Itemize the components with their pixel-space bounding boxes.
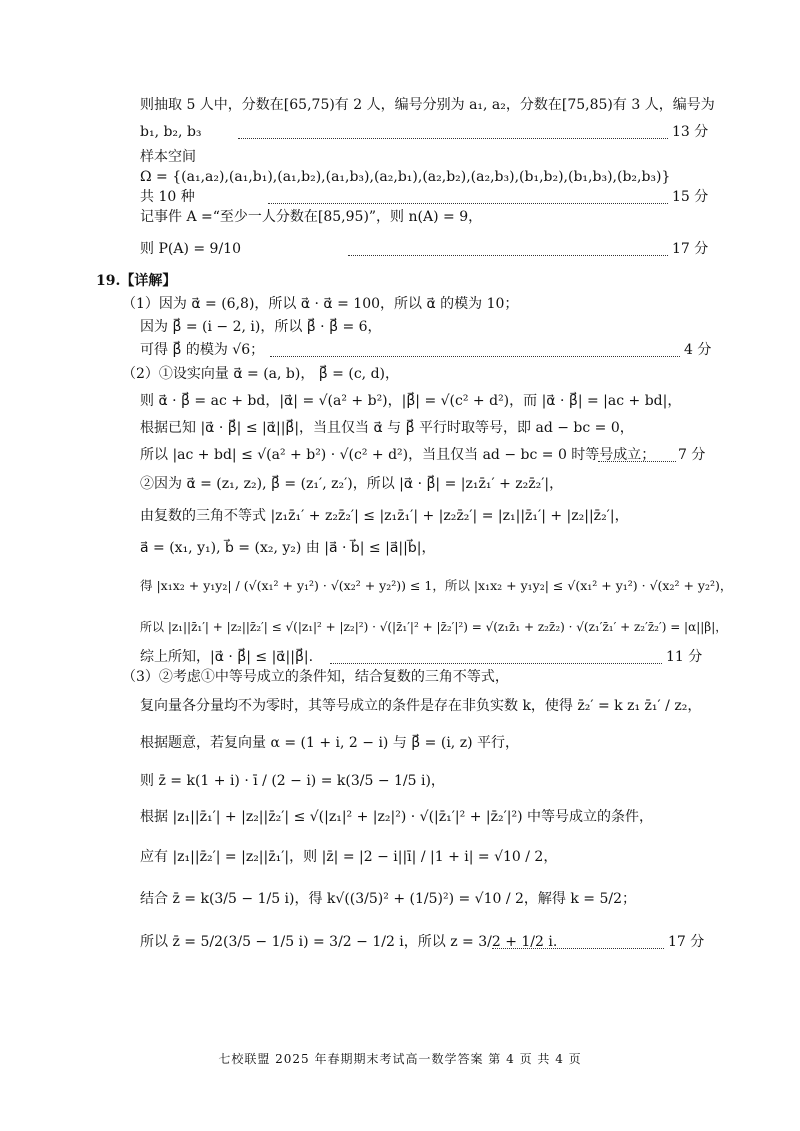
score-marker: 11 分 — [666, 649, 703, 665]
score-marker: 13 分 — [672, 124, 709, 140]
text-line: 综上所知，|α⃗ · β⃗| ≤ |α⃗||β⃗|. — [140, 649, 314, 665]
text-line: 则抽取 5 人中，分数在[65,75)有 2 人，编号分别为 a₁, a₂，分数在[75,85)有 3 人，编号为 — [140, 97, 715, 113]
score-marker: 7 分 — [678, 447, 706, 463]
text-line: a⃗ = (x₁, y₁), b⃗ = (x₂, y₂) 由 |a⃗ · b⃗| ≤ |a⃗||b⃗|， — [140, 540, 436, 556]
text-line: 记事件 A =“至少一人分数在[85,95)”，则 n(A) = 9， — [140, 209, 483, 225]
score-marker: 17 分 — [668, 934, 705, 950]
text-line: 由复数的三角不等式 |z₁z̄₁′ + z₂z̄₂′| ≤ |z₁z̄₁′| + |z₂z̄₂′| = |z₁||z̄₁′| + |z₂||z̄₂′|， — [140, 508, 629, 524]
dotted-leader — [348, 245, 668, 256]
text-line: ②因为 α⃗ = (z₁, z₂), β⃗ = (z₁′, z₂′)，所以 |α⃗ · β⃗| = |z₁z̄₁′ + z₂z̄₂′|， — [140, 476, 564, 492]
dotted-leader — [270, 346, 680, 357]
text-line: 所以 |ac + bd| ≤ √(a² + b²) · √(c² + d²)，当且仅当 ad − bc = 0 时等号成立； — [140, 447, 656, 463]
score-marker: 17 分 — [672, 241, 709, 257]
text-line: 则 α⃗ · β⃗ = ac + bd，|α⃗| = √(a² + b²)，|β⃗| = √(c² + d²)，而 |α⃗ · β⃗| = |ac + bd|， — [140, 393, 682, 409]
text-line: 共 10 种 — [140, 189, 195, 205]
text-line: 所以 |z₁||z̄₁′| + |z₂||z̄₂′| ≤ √(|z₁|² + |z₂|²) · √(|z̄₁′|² + |z̄₂′|²) = √(z₁z̄₁ + z₂z̄₂) · √(z₁′z̄₁′ + z₂′z̄₂′) = |α||β|， — [140, 620, 728, 634]
text-line: Ω = {(a₁,a₂),(a₁,b₁),(a₁,b₂),(a₁,b₃),(a₂,b₁),(a₂,b₂),(a₂,b₃),(b₁,b₂),(b₁,b₃),(b₂,b₃)} — [140, 169, 671, 185]
text-line: （3）②考虑①中等号成立的条件知，结合复数的三角不等式， — [122, 669, 509, 685]
dotted-leader — [238, 128, 668, 139]
text-line: 因为 β⃗ = (i − 2, i)，所以 β⃗ · β⃗ = 6， — [140, 319, 382, 335]
text-line: b₁, b₂, b₃ — [140, 124, 202, 140]
text-line: 则 P(A) = 9/10 — [140, 241, 241, 257]
text-line: （2）①设实向量 α⃗ = (a, b)， β⃗ = (c, d)， — [122, 366, 399, 382]
text-line: 根据题意，若复向量 α = (1 + i, 2 − i) 与 β⃗ = (i, z) 平行， — [140, 735, 519, 751]
text-line: 根据已知 |α⃗ · β⃗| ≤ |α⃗||β⃗|，当且仅当 α⃗ 与 β⃗ 平行时取等号，即 ad − bc = 0， — [140, 420, 634, 436]
text-line: 则 z̄ = k(1 + i) · ī / (2 − i) = k(3/5 − 1/5 i)， — [140, 773, 445, 789]
text-line: 可得 β⃗ 的模为 √6； — [140, 342, 265, 358]
text-line: 所以 z̄ = 5/2(3/5 − 1/5 i) = 3/2 − 1/2 i，所以 z = 3/2 + 1/2 i. — [140, 934, 558, 950]
page-footer: 七校联盟 2025 年春期期末考试高一数学答案 第 4 页 共 4 页 — [218, 1052, 582, 1066]
text-line: （1）因为 α⃗ = (6,8)，所以 α⃗ · α⃗ = 100，所以 α⃗ 的模为 10； — [122, 296, 519, 312]
dotted-leader — [330, 653, 662, 664]
score-marker: 4 分 — [684, 342, 712, 358]
dotted-leader — [492, 938, 664, 949]
text-line: 得 |x₁x₂ + y₁y₂| / (√(x₁² + y₁²) · √(x₂² + y₂²)) ≤ 1，所以 |x₁x₂ + y₁y₂| ≤ √(x₁² + y₁²) · √(x₂² + y₂²)， — [140, 578, 733, 593]
text-line: 复向量各分量均不为零时，其等号成立的条件是存在非负实数 k，使得 z̄₂′ = k z₁ z̄₁′ / z₂， — [140, 698, 702, 714]
text-line: 样本空间 — [140, 149, 196, 165]
section-heading: 19.【详解】 — [96, 273, 177, 289]
dotted-leader — [268, 193, 668, 204]
dotted-leader — [598, 451, 676, 462]
text-line: 结合 z̄ = k(3/5 − 1/5 i)，得 k√((3/5)² + (1/5)²) = √10 / 2，解得 k = 5/2； — [140, 891, 637, 907]
text-line: 应有 |z₁||z̄₂′| = |z₂||z̄₁′|，则 |z̄| = |2 − i||ī| / |1 + i| = √10 / 2， — [140, 849, 558, 865]
text-line: 根据 |z₁||z̄₁′| + |z₂||z̄₂′| ≤ √(|z₁|² + |z₂|²) · √(|z̄₁′|² + |z̄₂′|²) 中等号成立的条件， — [140, 809, 654, 825]
score-marker: 15 分 — [672, 189, 709, 205]
